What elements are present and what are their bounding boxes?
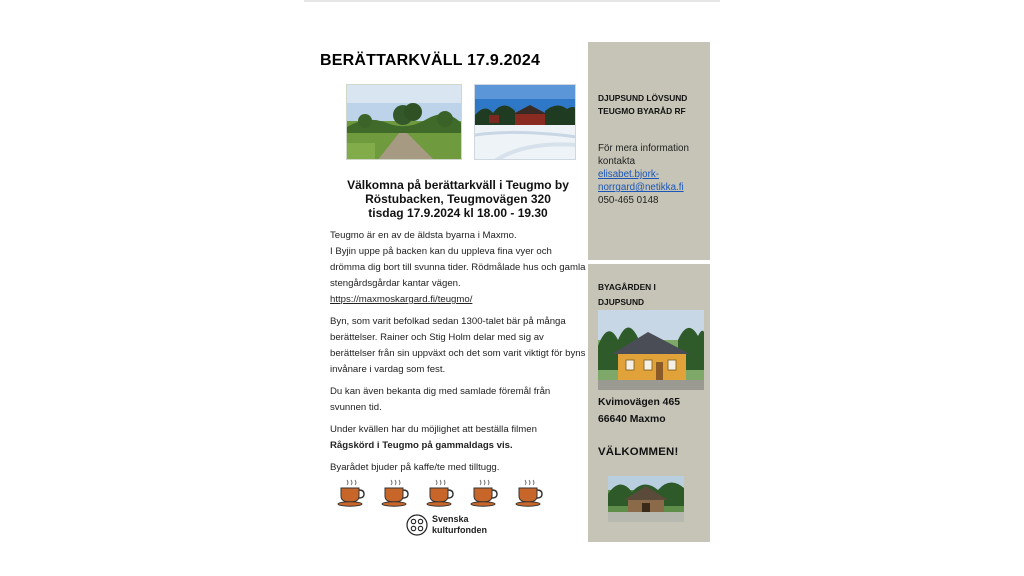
email-line-1: elisabet.bjork- <box>598 169 659 180</box>
history-paragraph: Byn, som varit befolkad sedan 1300-talet bär på många berättelser. Rainer och Stig Holm delar med sig av berättelser från sin uppväxt och det som varit viktigt för byns invånare i vardag som fest. <box>330 316 586 375</box>
film-title: Rågskörd i Teugmo på gammaldags vis. <box>330 440 513 451</box>
coffee-cup-icon <box>380 478 410 508</box>
address-line-2: 66640 Maxmo <box>598 414 666 425</box>
film-intro: Under kvällen har du möjlighet att beställa filmen <box>330 424 537 435</box>
welcome-heading <box>330 178 586 220</box>
welcome-line-1: Välkomna på berättarkväll i Teugmo by <box>347 178 569 192</box>
contact-phone: 050-465 0148 <box>598 195 659 206</box>
kulturfonden-wordmark <box>432 514 487 536</box>
email-line-2: norrgard@netikka.fi <box>598 182 684 193</box>
objects-paragraph: Du kan även bekanta dig med samlade föremål från svunnen tid. <box>330 386 551 413</box>
village-road-photo <box>346 84 462 160</box>
kulturfonden-logo-icon <box>406 514 428 536</box>
logo-line-1: Svenska <box>432 514 469 524</box>
poster-title: BERÄTTARKVÄLL 17.9.2024 <box>320 52 541 69</box>
coffee-cup-icon <box>425 478 455 508</box>
intro-line-2: I Byjin uppe på backen kan du uppleva fina vyer och drömma dig bort till svunna tider. Rödmålade hus och gamla stengårdsgårdar kantar vägen. <box>330 246 586 289</box>
venue-line-1: BYAGÅRDEN I <box>598 282 656 292</box>
venue-panel <box>588 264 710 542</box>
closing-greeting: VÄLKOMMEN! <box>598 446 679 458</box>
coffee-cup-icon <box>469 478 499 508</box>
teugmo-link[interactable]: https://maxmoskargard.fi/teugmo/ <box>330 294 473 305</box>
coffee-cups-row <box>336 478 556 508</box>
address-line-1: Kvimovägen 465 <box>598 397 681 408</box>
coffee-cup-icon <box>336 478 366 508</box>
coffee-cup-icon <box>514 478 544 508</box>
venue-line-2: DJUPSUND <box>598 297 645 307</box>
info-line-1: För mera information <box>598 143 689 154</box>
organization-name <box>598 92 710 118</box>
org-line-1: DJUPSUND LÖVSUND <box>598 93 688 103</box>
coffee-paragraph: Byarådet bjuder på kaffe/te med tilltugg. <box>330 462 500 473</box>
info-line-2: kontakta <box>598 156 636 167</box>
log-hut-photo <box>608 476 684 522</box>
contact-email-link[interactable] <box>598 169 684 193</box>
logo-line-2: kulturfonden <box>432 525 487 535</box>
intro-line-1: Teugmo är en av de äldsta byarna i Maxmo. <box>330 230 517 241</box>
event-description <box>330 228 586 482</box>
welcome-line-2: Röstubacken, Teugmovägen 320 <box>365 192 551 206</box>
venue-address <box>598 394 710 428</box>
village-hall-photo <box>598 310 704 390</box>
winter-farm-photo <box>474 84 576 160</box>
org-line-2: TEUGMO BYARÅD RF <box>598 106 686 116</box>
kulturfonden-logo <box>406 512 526 540</box>
event-poster <box>304 2 720 576</box>
welcome-line-3: tisdag 17.9.2024 kl 18.00 - 19.30 <box>368 206 548 220</box>
contact-info <box>598 142 710 207</box>
venue-name <box>598 280 708 310</box>
contact-panel <box>588 42 710 260</box>
